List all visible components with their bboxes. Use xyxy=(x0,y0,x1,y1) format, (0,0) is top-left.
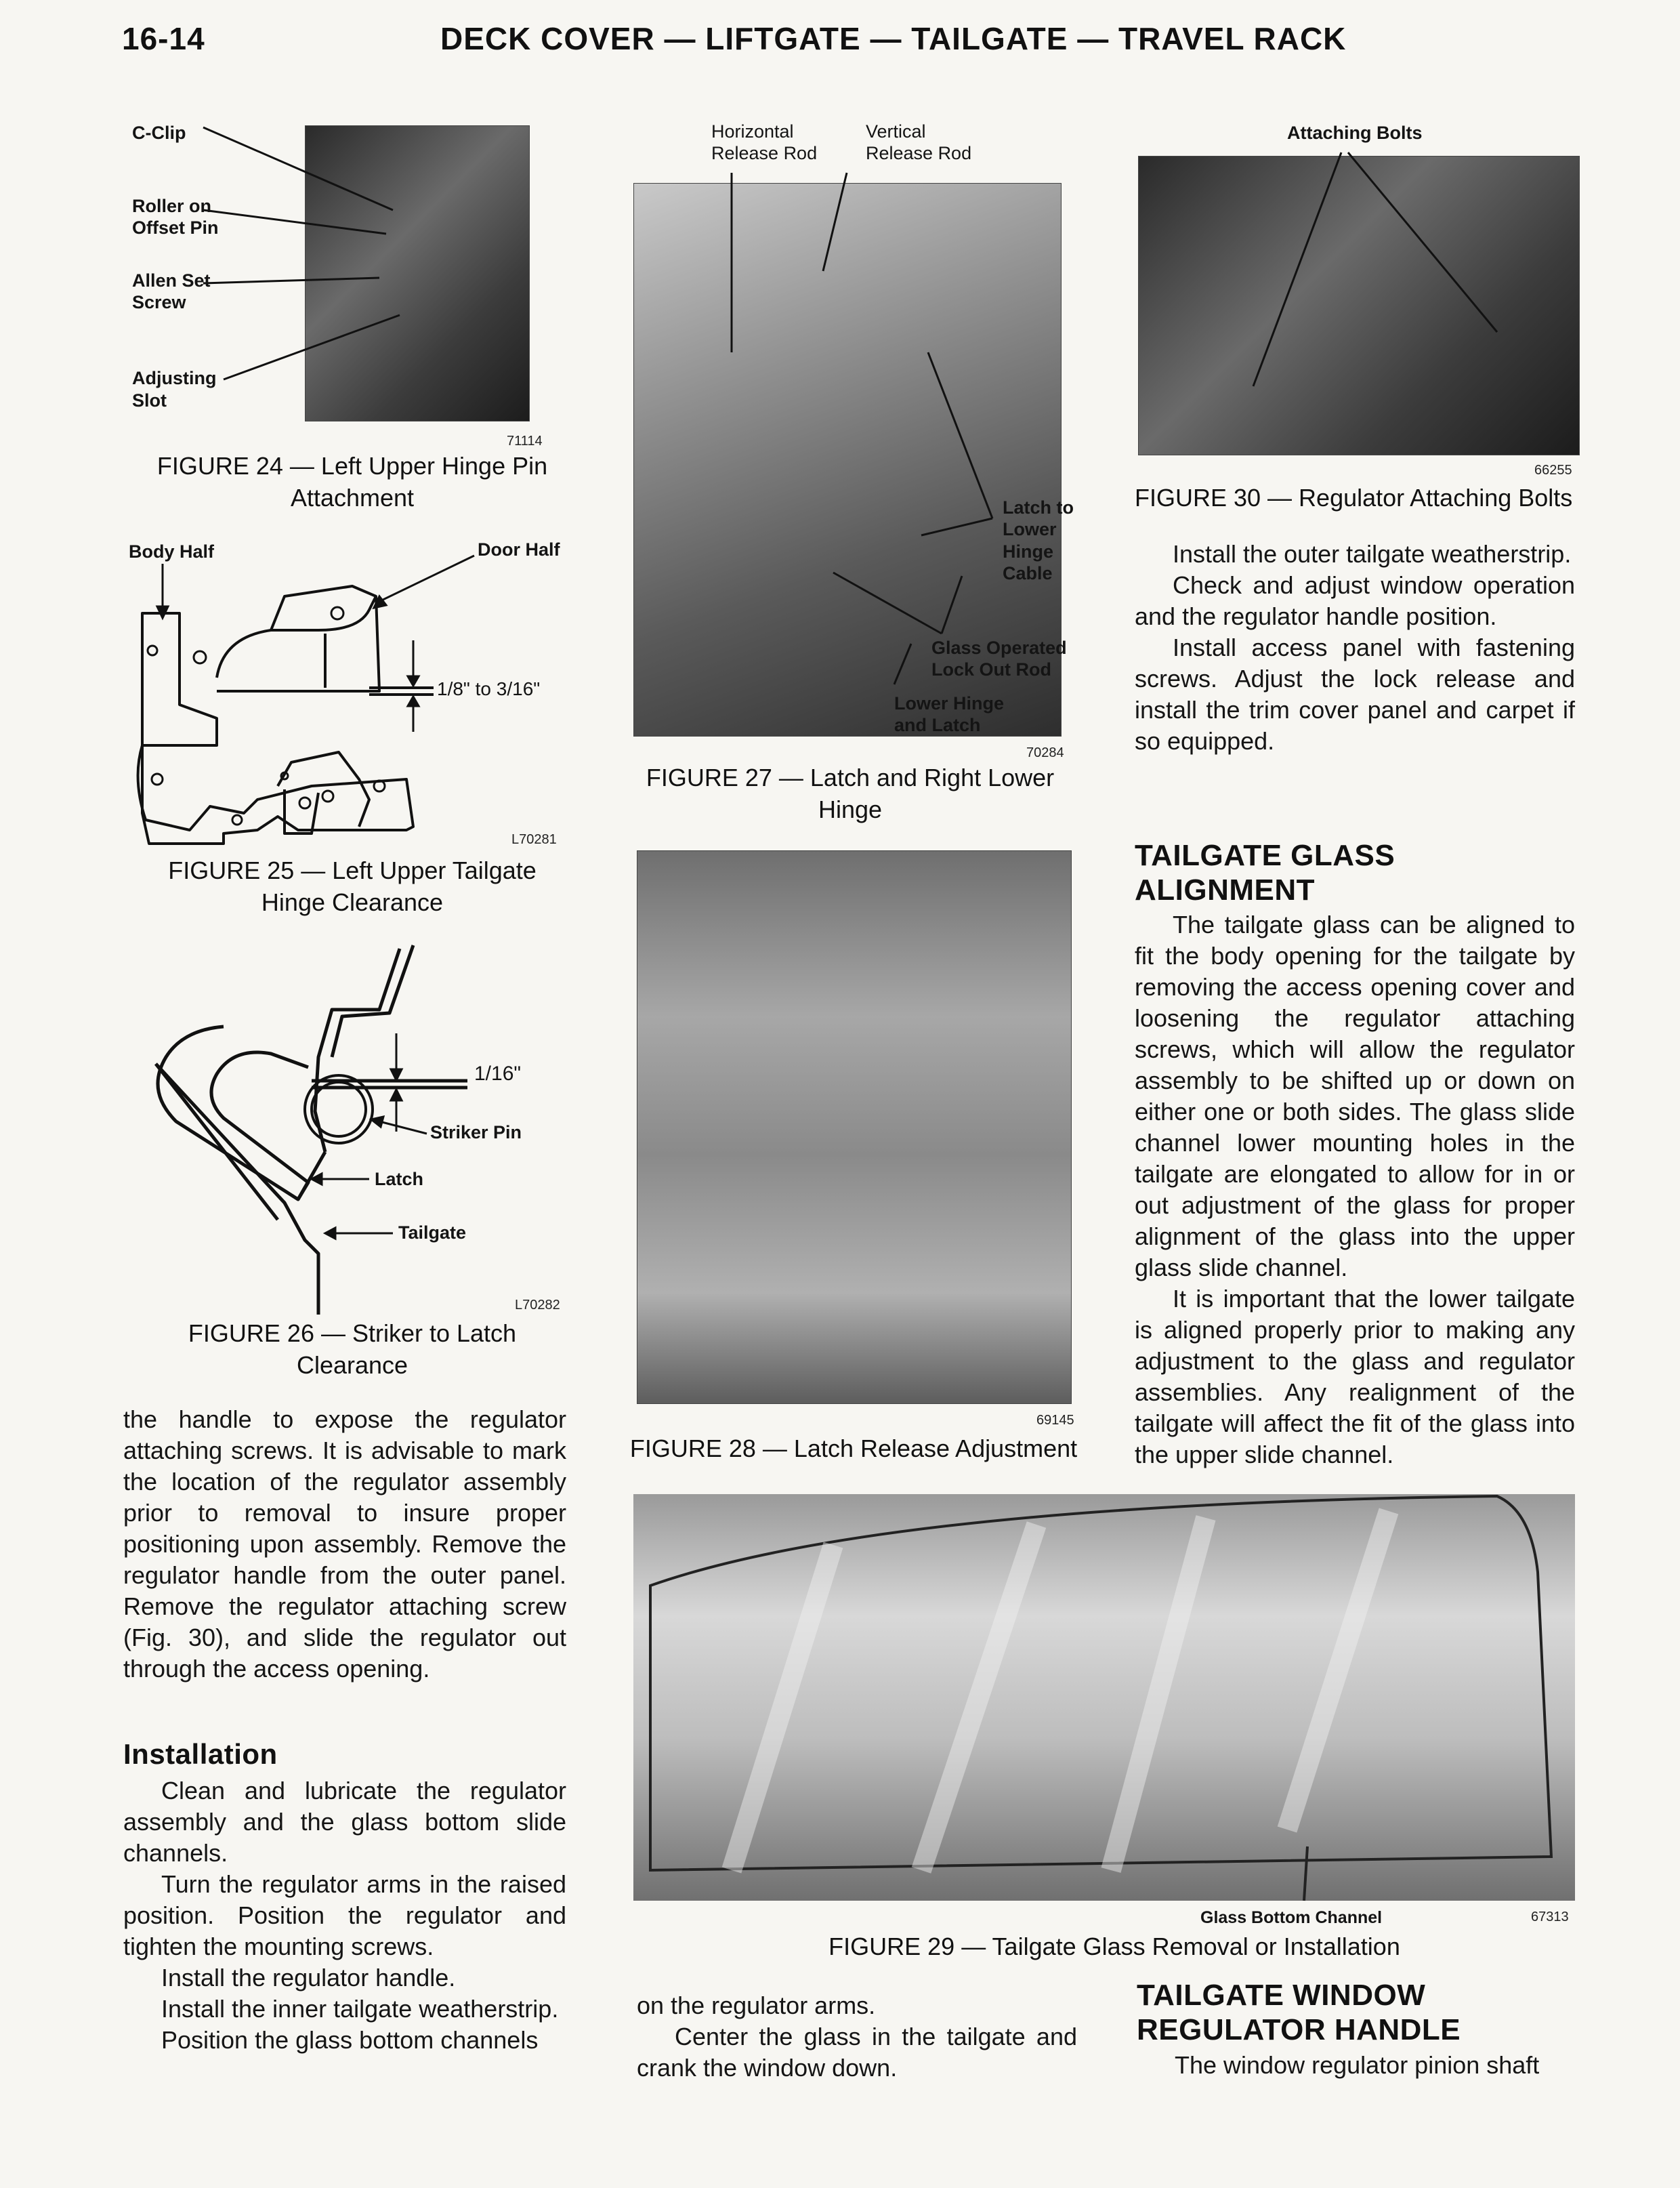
fig24-caption-line1: FIGURE 24 — Left Upper Hinge Pin xyxy=(156,452,548,480)
fig30-id: 66255 xyxy=(1534,463,1572,478)
label-c-clip: C-Clip xyxy=(132,123,186,143)
installation-para-1: Clean and lubricate the regulator assembly and the glass bottom slide channels. xyxy=(123,1777,566,1867)
fig29-label: Glass Bottom Channel xyxy=(1200,1908,1383,1927)
fig24-caption-line2: Attachment xyxy=(290,483,415,512)
label-latch-to-3: Hinge xyxy=(1003,541,1054,562)
fig28-id: 69145 xyxy=(1036,1413,1074,1428)
fig24-id: 71114 xyxy=(507,434,543,449)
label-clearance: 1/8" to 3/16" xyxy=(437,678,541,699)
label-roller-1: Roller on xyxy=(132,196,212,216)
installation-para-3: Install the regulator handle. xyxy=(161,1964,456,1991)
fig25-caption-line2: Hinge Clearance xyxy=(261,888,444,916)
right-para-3: Install access panel with fastening screws. Adjust the lock release and install the trim cover panel and carpet if so equipped. xyxy=(1135,634,1575,755)
glass-para-2: It is important that the lower tailgate is aligned properly prior to making any adjustment to the glass and regulator assemblies. Any realignment of the tailgate will affect the fit of the glass into the upper slide channel. xyxy=(1135,1285,1575,1468)
label-latch-to-2: Lower xyxy=(1003,519,1057,539)
fig29-id: 67313 xyxy=(1531,1910,1569,1924)
fig25-id: L70281 xyxy=(511,832,557,847)
installation-para-5: Position the glass bottom channels xyxy=(161,2026,539,2054)
glass-para-1: The tailgate glass can be aligned to fit the body opening for the tailgate by removing the access opening cover and loosening the regulator attaching screws, which will allow the regulator assembly to be shifted up or down on either one or both sides. The glass slide channel lower mounting holes in the tailgate are elongated to allow for in or out adjustment of the glass for proper alignment of the glass into the upper glass slide channel. xyxy=(1135,911,1575,1281)
fig30-caption: FIGURE 30 — Regulator Attaching Bolts xyxy=(1135,484,1573,512)
fig26-caption-line1: FIGURE 26 — Striker to Latch xyxy=(188,1319,517,1347)
label-door-half: Door Half xyxy=(478,539,560,560)
label-striker-pin: Striker Pin xyxy=(430,1122,522,1142)
window-heading-line1: TAILGATE WINDOW xyxy=(1137,1979,1426,2012)
fig28-caption: FIGURE 28 — Latch Release Adjustment xyxy=(629,1434,1078,1462)
fig29-caption: FIGURE 29 — Tailgate Glass Removal or Installation xyxy=(828,1933,1400,1960)
installation-heading: Installation xyxy=(123,1738,278,1770)
middle-bottom-text xyxy=(637,1990,1077,2084)
label-latch-to-4: Cable xyxy=(1003,563,1053,583)
window-regulator-text xyxy=(1137,2050,1577,2081)
continuation-paragraph: the handle to expose the regulator attaching screws. It is advisable to mark the location of the regulator assembly prior to removal to insure proper positioning upon assembly. Remove the regulator handle from the outer panel. Remove the regulator attaching screw (Fig. 30), and slide the regulator out through the access opening. xyxy=(123,1405,566,1683)
installation-para-2: Turn the regulator arms in the raised position. Position the regulator and tighten the mounting screws. xyxy=(123,1870,566,1960)
label-lower-hinge-2: and Latch xyxy=(894,715,981,735)
label-adjusting-2: Slot xyxy=(132,390,167,411)
middle-para-1: on the regulator arms. xyxy=(637,1991,876,2019)
fig27-caption-line1: FIGURE 27 — Latch and Right Lower xyxy=(646,764,1055,791)
label-latch: Latch xyxy=(375,1169,424,1189)
label-glass-op-1: Glass Operated xyxy=(931,638,1067,658)
window-para: The window regulator pinion shaft xyxy=(1175,2051,1540,2079)
fig25-caption-line1: FIGURE 25 — Left Upper Tailgate xyxy=(168,856,537,884)
window-regulator-heading xyxy=(1137,1979,1461,2047)
page-title: DECK COVER — LIFTGATE — TAILGATE — TRAVEL RACK xyxy=(440,21,1347,56)
label-vertical-1: Vertical xyxy=(866,121,926,142)
label-horizontal-2: Release Rod xyxy=(711,143,818,163)
window-heading-line2: REGULATOR HANDLE xyxy=(1137,2012,1461,2046)
fig27-id: 70284 xyxy=(1026,745,1064,760)
right-para-2: Check and adjust window operation and the regulator handle position. xyxy=(1135,571,1575,630)
label-horizontal-1: Horizontal xyxy=(711,121,794,142)
label-adjusting-1: Adjusting xyxy=(132,368,217,388)
label-body-half: Body Half xyxy=(129,541,215,562)
page-number: 16-14 xyxy=(122,21,205,56)
fig27-caption-line2: Hinge xyxy=(818,795,883,823)
label-gap: 1/16" xyxy=(474,1062,522,1085)
label-tailgate: Tailgate xyxy=(398,1222,467,1243)
right-para-1: Install the outer tailgate weatherstrip. xyxy=(1173,540,1572,568)
fig30-label: Attaching Bolts xyxy=(1287,123,1423,143)
installation-para-4: Install the inner tailgate weatherstrip. xyxy=(161,1995,559,2023)
label-latch-to-1: Latch to xyxy=(1003,497,1074,518)
fig26-caption-line2: Clearance xyxy=(296,1350,408,1379)
label-lower-hinge-1: Lower Hinge xyxy=(894,693,1005,714)
label-allen-1: Allen Set xyxy=(132,270,211,291)
glass-heading-line1: TAILGATE GLASS xyxy=(1135,839,1395,872)
label-allen-2: Screw xyxy=(132,292,186,312)
label-glass-op-2: Lock Out Rod xyxy=(931,659,1051,680)
fig26-id: L70282 xyxy=(515,1298,560,1313)
label-roller-2: Offset Pin xyxy=(132,218,219,238)
glass-heading-line2: ALIGNMENT xyxy=(1135,873,1316,907)
label-vertical-2: Release Rod xyxy=(866,143,972,163)
middle-para-2: Center the glass in the tailgate and crank the window down. xyxy=(637,2023,1077,2082)
